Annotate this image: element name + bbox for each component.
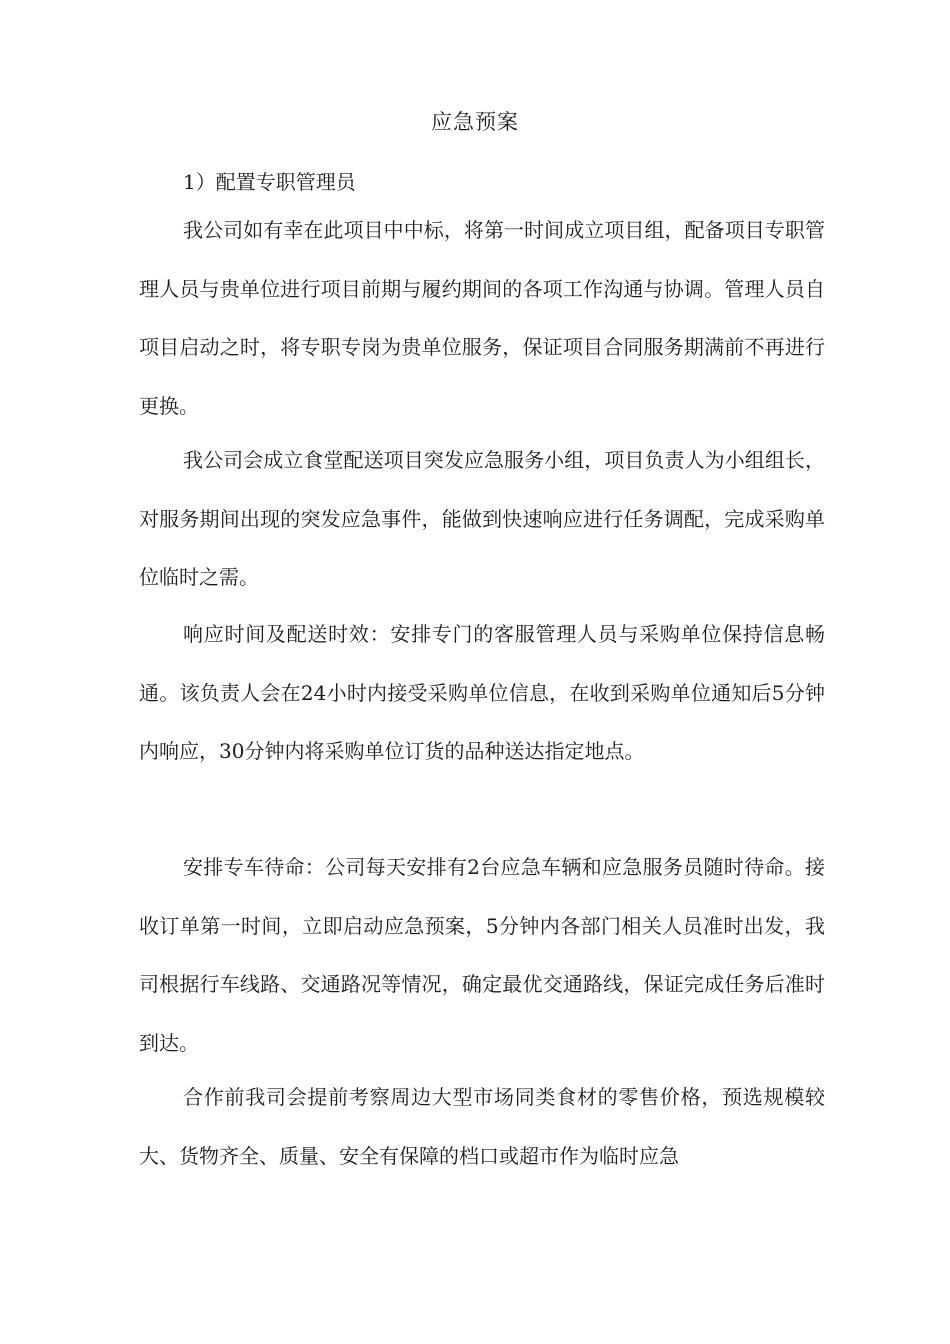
paragraph-5: 合作前我司会提前考察周边大型市场同类食材的零售价格，预选规模较大、货物齐全、质量、安全有保障的档口或超市作为临时应急	[139, 1085, 825, 1168]
paragraph-1: 我公司如有幸在此项目中中标，将第一时间成立项目组，配备项目专职管理人员与贵单位进行项目前期与履约期间的各项工作沟通与协调。管理人员自项目启动之时，将专职专岗为贵单位服务，保证项目合同服务期满前不再进行更换。	[139, 218, 825, 418]
document-title: 应急预案	[431, 110, 519, 134]
section-heading: 1）配置专职管理员	[183, 170, 356, 194]
paragraph-4: 安排专车待命：公司每天安排有2台应急车辆和应急服务员随时待命。接收订单第一时间，立即启动应急预案，5分钟内各部门相关人员准时出发，我司根据行车线路、交通路况等情况，确定最优交通路线，保证完成任务后准时到达。	[139, 855, 825, 1055]
paragraph-2: 我公司会成立食堂配送项目突发应急服务小组，项目负责人为小组组长，对服务期间出现的突发应急事件，能做到快速响应进行任务调配，完成采购单位临时之需。	[139, 448, 825, 589]
paragraph-3: 响应时间及配送时效：安排专门的客服管理人员与采购单位保持信息畅通。该负责人会在24小时内接受采购单位信息，在收到采购单位通知后5分钟内响应，30分钟内将采购单位订货的品种送达指定地点。	[139, 622, 825, 763]
